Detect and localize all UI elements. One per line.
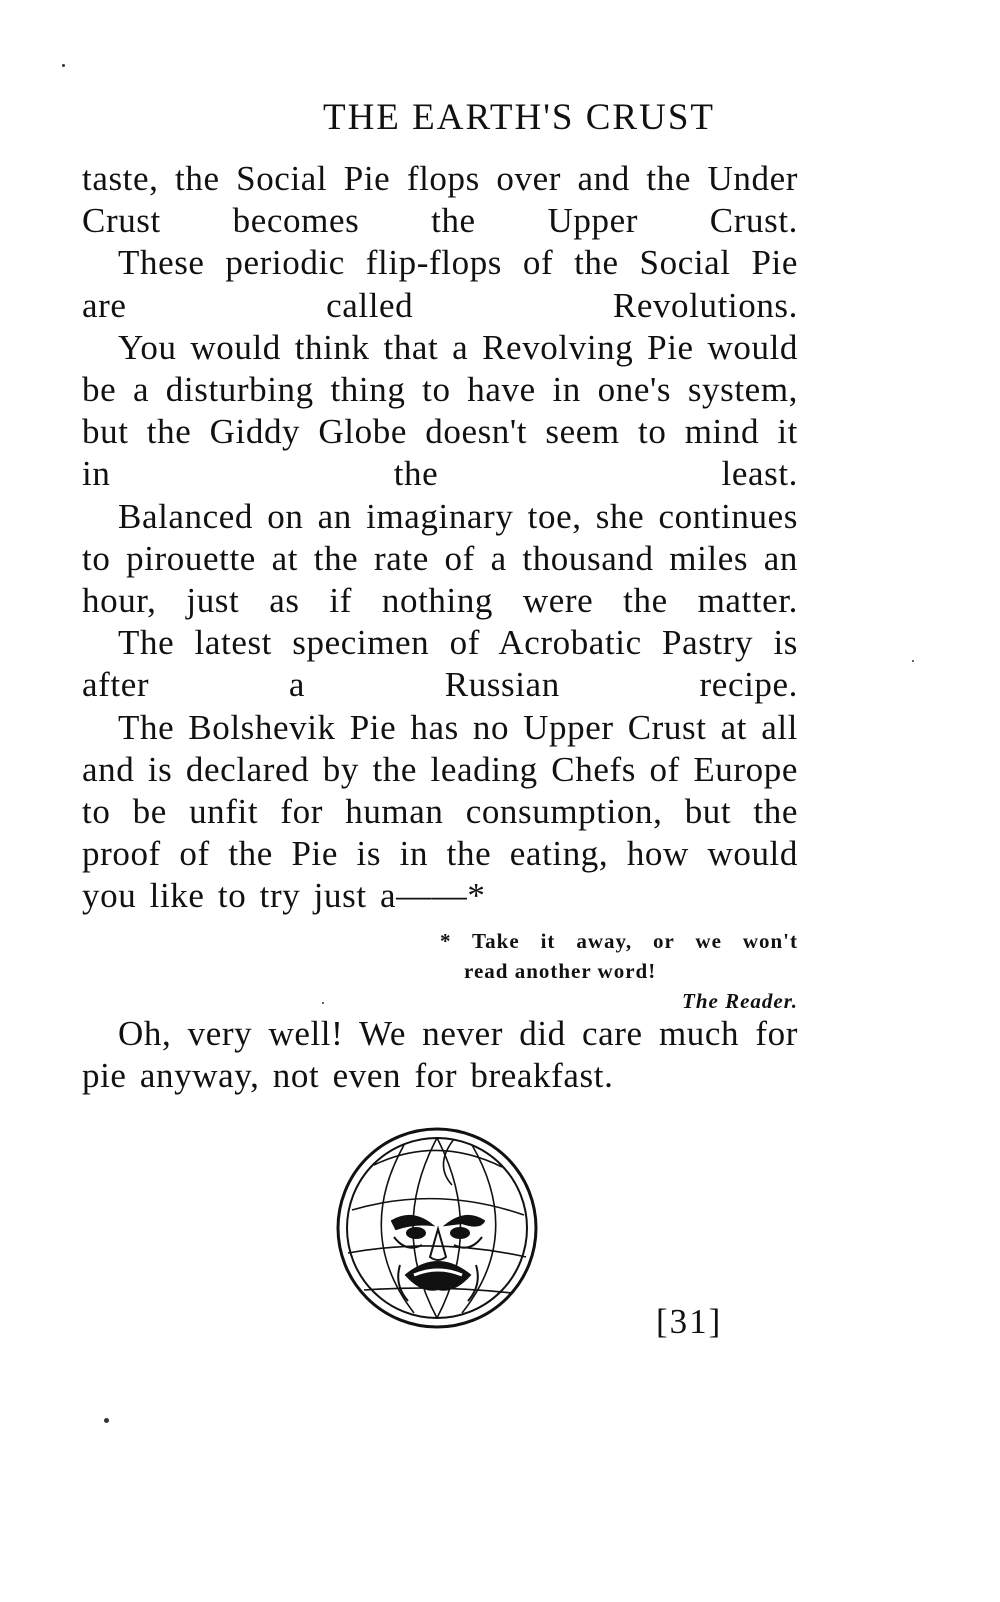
page-number: [31] <box>656 1302 723 1341</box>
paragraph: Balanced on an imaginary toe, she continues to pirouette at the rate of a thousand miles an hour, just as if nothing were the matter. <box>82 496 798 621</box>
globe-face-icon <box>334 1125 540 1331</box>
footnote <box>440 926 798 1016</box>
paragraph: These periodic flip-flops of the Social Pie are called Revolutions. <box>82 243 798 325</box>
footnote-line: read another word! <box>464 959 657 983</box>
footnote-signature: The Reader. <box>682 989 798 1013</box>
paragraph: You would think that a Revolving Pie would be a disturbing thing to have in one's system, but the Giddy Globe doesn't seem to mind it in the least. <box>82 327 798 494</box>
print-speck <box>912 660 914 662</box>
paragraph: The Bolshevik Pie has no Upper Crust at all and is declared by the leading Chefs of Europe to be unfit for human consumption, but the proof of the Pie is in the eating, how would you like to try just a——* <box>82 707 798 916</box>
paragraph-continued: taste, the Social Pie flops over and the Under Crust becomes the Upper Crust. <box>82 159 798 241</box>
closing-paragraph: Oh, very well! We never did care much for pie anyway, not even for breakfast. <box>82 1014 798 1096</box>
paragraph: The latest specimen of Acrobatic Pastry is after a Russian recipe. <box>82 623 798 705</box>
body-text <box>82 158 798 918</box>
print-speck <box>322 1002 324 1004</box>
closing-text <box>82 1013 798 1097</box>
print-speck <box>104 1418 109 1423</box>
running-head: THE EARTH'S CRUST <box>322 97 716 138</box>
footnote-line: * Take it away, or we won't <box>440 929 798 953</box>
print-speck <box>62 64 65 67</box>
